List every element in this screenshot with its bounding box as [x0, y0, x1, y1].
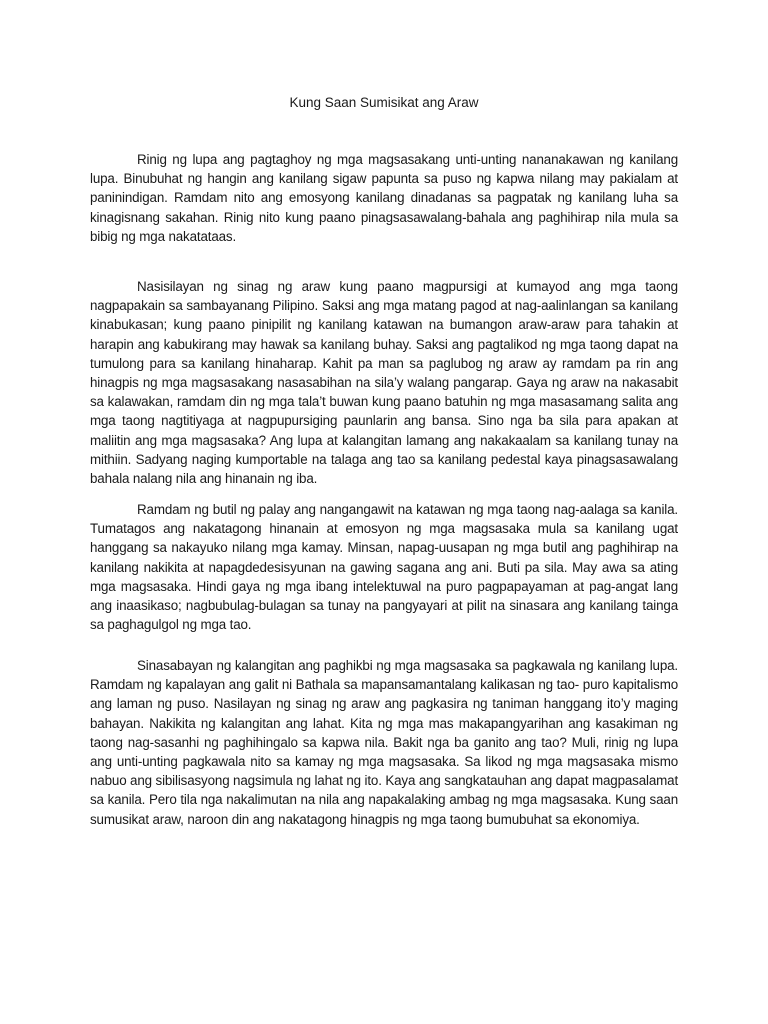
document-title: Kung Saan Sumisikat ang Araw [289, 95, 479, 110]
paragraph-2: Nasisilayan ng sinag ng araw kung paano magpursigi at kumayod ang mga taong nagpapakain sa sambayanang Pilipino. Saksi ang mga matang pagod at nag-aalinlangan sa kanilang kinabukasan; kung paano pinipilit ng kanilang katawan na bumangon araw-araw para tahakin at harapin ang kabukirang may hawak sa kanilang buhay. Saksi ang pagtalikod ng mga taong dapat na tumulong para sa kanilang hinaharap. Kahit pa man sa paglubog ng araw ay ramdam pa rin ang hinagpis ng mga magsasakang nasasabihan na sila’y walang pangarap. Gaya ng araw na nakasabit sa kalawakan, ramdam din ng mga tala’t buwan kung paano batuhin ng mga masasamang salita ang mga taong nagtitiyaga at nagpupursiging paunlarin ang bansa. Sino nga ba sila para apakan at maliitin ang mga magsasaka? Ang lupa at kalangitan lamang ang nakakaalam sa kanilang tunay na mithiin. Sadyang naging kumportable na talaga ang tao sa kanilang pedestal kaya pinagsasawalang bahala nalang nila ang hinanain ng iba. [90, 279, 678, 487]
paragraph-1: Rinig ng lupa ang pagtaghoy ng mga magsasakang unti-unting nananakawan ng kanilang lupa. Binubuhat ng hangin ang kanilang sigaw papunta sa puso ng kapwa nilang may pakialam at paninindigan. Ramdam nito ang emosyong kanilang dinadanas sa pagpatak ng kanilang luha sa kinagisnang sakahan. Rinig nito kung paano pinagsasawalang-bahala ang paghihirap nila mula sa bibig ng mga nakatataas. [90, 152, 678, 244]
paragraph-3: Ramdam ng butil ng palay ang nangangawit na katawan ng mga taong nag-aalaga sa kanila. Tumatagos ang nakatagong hinanain at emosyon ng mga magsasaka mula sa kanilang ugat hanggang sa nakayuko nilang mga kamay. Minsan, napag-uusapan ng mga butil ang paghihirap na kanilang nakikita at napagdedesisyunan na gawing sagana ang ani. Buti pa sila. May awa sa ating mga magsasaka. Hindi gaya ng mga ibang intelektuwal na puro pagpapayaman at pag-angat lang ang inaasikaso; nagbubulag-bulagan sa tunay na pangyayari at pilit na sinasara ang kanilang tainga sa paghagulgol ng mga tao. [90, 502, 678, 633]
paragraph-4: Sinasabayan ng kalangitan ang paghikbi ng mga magsasaka sa pagkawala ng kanilang lupa. Ramdam ng kapalayan ang galit ni Bathala sa mapansamantalang kalikasan ng tao- puro kapitalismo ang laman ng puso. Nasilayan ng sinag ng araw ang pagkasira ng taniman hanggang ito’y maging bahayan. Nakikita ng kalangitan ang lahat. Kita ng mga mas makapangyarihan ang kasakiman ng taong nag-sasanhi ng paghihingalo sa kapwa nila. Bakit nga ba ganito ang tao? Muli, rinig ng lupa ang unti-unting pagkawala nito sa kamay ng mga magsasaka. Sa likod ng mga magsasaka mismo nabuo ang sibilisasyong nagsimula ng lahat ng ito. Kaya ang sangkatauhan ang dapat magpasalamat sa kanila. Pero tila nga nakalimutan na nila ang napakalaking ambag ng mga magsasaka. Kung saan sumusikat araw, naroon din ang nakatagong hinagpis ng mga taong bumubuhat sa ekonomiya. [90, 658, 679, 827]
